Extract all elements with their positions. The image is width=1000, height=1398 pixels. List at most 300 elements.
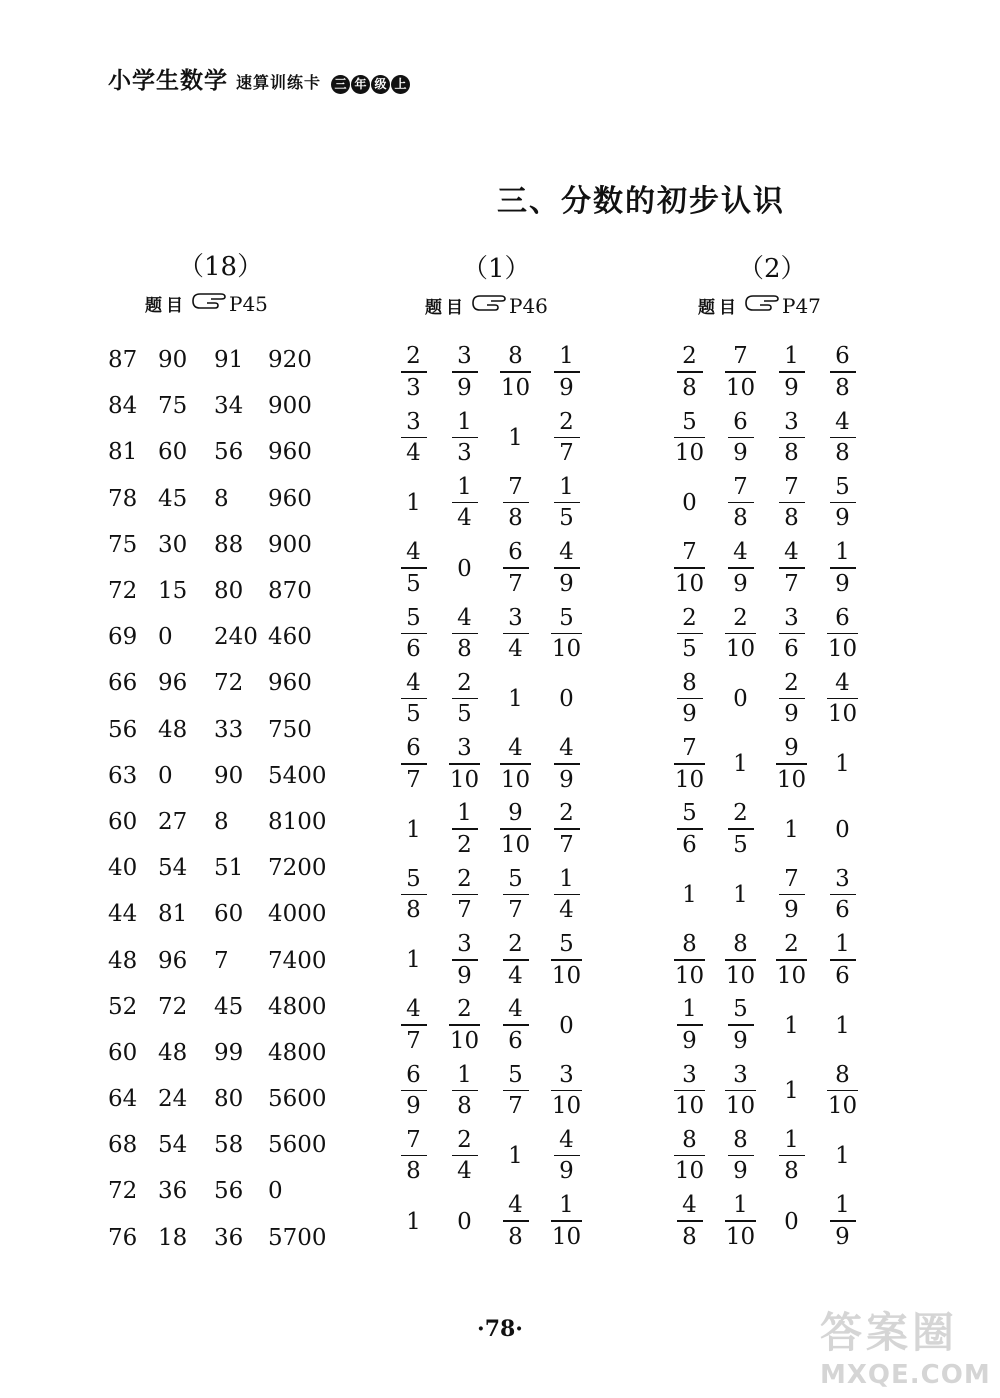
- denominator: 9: [559, 766, 574, 793]
- answer-value: 7200: [268, 855, 327, 882]
- answer-row: [388, 1058, 592, 1123]
- numerator: 8: [835, 1061, 850, 1088]
- denominator: 9: [559, 374, 574, 401]
- answer-row: [664, 405, 868, 470]
- fraction: [830, 865, 856, 924]
- denominator: 6: [835, 962, 850, 989]
- answer-cell: [817, 1013, 868, 1039]
- numerator: 3: [835, 865, 850, 892]
- numerator: 4: [559, 735, 574, 762]
- answer-row: [664, 601, 868, 666]
- answer-row: [108, 937, 338, 983]
- fraction: [779, 345, 805, 400]
- answer-cell: [541, 1013, 592, 1039]
- numerator: 2: [457, 1126, 472, 1153]
- answer-value: 8100: [268, 808, 327, 835]
- fraction: [503, 933, 529, 988]
- numerator: 6: [406, 735, 421, 762]
- answer-cell: [541, 1126, 592, 1185]
- numerator: 4: [508, 735, 523, 762]
- answer-row: [108, 1122, 338, 1168]
- answer-value: 4000: [268, 901, 327, 928]
- answer-cell: [541, 408, 592, 467]
- fraction: [401, 1061, 427, 1120]
- numerator: 4: [784, 539, 799, 566]
- answer-value: 8: [214, 808, 229, 835]
- answer-cell: [715, 998, 766, 1053]
- answer-cell: [439, 669, 490, 728]
- fraction: [779, 669, 805, 728]
- denominator: 10: [551, 962, 582, 989]
- denominator: 10: [776, 766, 807, 793]
- answer-value: 36: [214, 1224, 244, 1251]
- denominator: 10: [674, 570, 705, 597]
- answer-cell: [388, 541, 439, 596]
- denominator: 10: [725, 962, 756, 989]
- pointing-hand-icon: [471, 293, 507, 318]
- whole-number: 0: [559, 686, 574, 713]
- answer-cell: [817, 541, 868, 596]
- answer-cell: [388, 737, 439, 792]
- section-number-1: （1）: [462, 254, 531, 284]
- denominator: 9: [682, 1027, 697, 1054]
- answer-row: [108, 753, 338, 799]
- answer-cell: [388, 604, 439, 663]
- answer-cell: [439, 737, 490, 792]
- answer-value: 0: [268, 1178, 283, 1205]
- answer-value: 960: [268, 485, 312, 512]
- answer-cell: [766, 1126, 817, 1185]
- fraction: [827, 1061, 858, 1120]
- answers-section-1: [388, 340, 592, 1254]
- numerator: 1: [784, 1126, 799, 1153]
- fraction: [554, 865, 580, 924]
- answer-cell: [664, 490, 715, 516]
- answer-row: [664, 993, 868, 1058]
- numerator: 5: [406, 865, 421, 892]
- answer-cell: [817, 933, 868, 988]
- fraction: [779, 604, 805, 663]
- answer-cell: [490, 737, 541, 792]
- answer-value: 80: [214, 578, 244, 605]
- answer-value: 69: [108, 624, 138, 651]
- answer-cell: [664, 345, 715, 400]
- numerator: 1: [835, 1192, 850, 1219]
- numerator: 2: [559, 408, 574, 435]
- denominator: 10: [500, 374, 531, 401]
- answer-cell: [388, 408, 439, 467]
- answer-row: [108, 845, 338, 891]
- answer-value: 75: [158, 393, 188, 420]
- denominator: 6: [835, 897, 850, 924]
- denominator: 7: [406, 766, 421, 793]
- fraction: [401, 604, 427, 663]
- answer-row: [664, 536, 868, 601]
- answer-value: 40: [108, 855, 138, 882]
- answer-value: 60: [108, 808, 138, 835]
- answer-value: 5700: [268, 1224, 327, 1251]
- fraction: [449, 998, 480, 1053]
- denominator: 3: [406, 374, 421, 401]
- whole-number: 1: [406, 490, 421, 517]
- answer-cell: [439, 604, 490, 663]
- answer-row: [664, 1124, 868, 1189]
- answer-cell: [715, 1126, 766, 1185]
- denominator: 3: [457, 440, 472, 467]
- numerator: 3: [406, 408, 421, 435]
- whole-number: 1: [835, 1143, 850, 1170]
- numerator: 5: [682, 800, 697, 827]
- numerator: 9: [508, 800, 523, 827]
- fraction: [503, 998, 529, 1053]
- answer-value: 63: [108, 762, 138, 789]
- fraction: [554, 802, 580, 857]
- answer-value: 54: [158, 1132, 188, 1159]
- fraction: [401, 865, 427, 924]
- denominator: 9: [682, 701, 697, 728]
- answer-cell: [715, 541, 766, 596]
- fraction: [827, 604, 858, 663]
- answer-cell: [439, 998, 490, 1053]
- numerator: 1: [835, 539, 850, 566]
- answer-row: [388, 1189, 592, 1254]
- denominator: 4: [406, 440, 421, 467]
- numerator: 4: [559, 1126, 574, 1153]
- fraction: [725, 345, 756, 400]
- whole-number: 0: [733, 686, 748, 713]
- numerator: 2: [733, 800, 748, 827]
- denominator: 4: [559, 897, 574, 924]
- answer-value: 45: [214, 993, 244, 1020]
- fraction: [728, 408, 754, 467]
- answer-cell: [439, 1061, 490, 1120]
- answer-cell: [490, 473, 541, 532]
- answer-cell: [817, 473, 868, 532]
- grade-char: 年: [351, 75, 370, 94]
- numerator: 1: [835, 931, 850, 958]
- answer-row: [108, 429, 338, 475]
- fraction: [725, 933, 756, 988]
- answer-row: [108, 337, 338, 383]
- fraction: [500, 737, 531, 792]
- answer-cell: [817, 817, 868, 843]
- denominator: 8: [682, 1223, 697, 1250]
- answer-cell: [715, 345, 766, 400]
- answer-value: 7400: [268, 947, 327, 974]
- answer-cell: [490, 1143, 541, 1169]
- answer-cell: [715, 473, 766, 532]
- denominator: 9: [406, 1093, 421, 1120]
- answer-cell: [766, 669, 817, 728]
- denominator: 10: [827, 636, 858, 663]
- answer-cell: [541, 541, 592, 596]
- numerator: 4: [406, 539, 421, 566]
- answer-cell: [817, 408, 868, 467]
- denominator: 10: [449, 1027, 480, 1054]
- answer-cell: [766, 817, 817, 843]
- fraction: [728, 802, 754, 857]
- answer-value: 960: [268, 439, 312, 466]
- answer-cell: [541, 473, 592, 532]
- numerator: 1: [457, 408, 472, 435]
- reference-label: 题目: [698, 298, 740, 318]
- answer-cell: [490, 686, 541, 712]
- fraction: [674, 737, 705, 792]
- answer-row: [664, 471, 868, 536]
- numerator: 2: [682, 604, 697, 631]
- answer-value: 76: [108, 1224, 138, 1251]
- answer-row: [388, 797, 592, 862]
- denominator: 10: [725, 1093, 756, 1120]
- answer-cell: [541, 345, 592, 400]
- reference-page: P45: [229, 291, 268, 316]
- denominator: 9: [835, 570, 850, 597]
- answer-value: 5400: [268, 762, 327, 789]
- numerator: 2: [733, 604, 748, 631]
- fraction: [452, 345, 478, 400]
- fraction: [830, 1194, 856, 1249]
- answer-cell: [388, 817, 439, 843]
- fraction: [554, 1126, 580, 1185]
- answer-cell: [541, 737, 592, 792]
- reference-label: 题目: [145, 296, 187, 316]
- numerator: 3: [457, 931, 472, 958]
- numerator: 5: [406, 604, 421, 631]
- section-number-2: （2）: [738, 254, 807, 284]
- answer-cell: [766, 541, 817, 596]
- grade-char: 级: [371, 75, 390, 94]
- fraction: [503, 865, 529, 924]
- answer-cell: [388, 1209, 439, 1235]
- answer-cell: [766, 1078, 817, 1104]
- denominator: 9: [784, 897, 799, 924]
- fraction: [554, 541, 580, 596]
- answer-row: [108, 1030, 338, 1076]
- answer-row: [108, 568, 338, 614]
- fraction: [725, 1194, 756, 1249]
- numerator: 1: [457, 1061, 472, 1088]
- fraction: [503, 1061, 529, 1120]
- numerator: 2: [406, 343, 421, 370]
- answer-value: 72: [214, 670, 244, 697]
- answer-value: 54: [158, 855, 188, 882]
- pointing-hand-icon: [191, 291, 227, 316]
- answer-cell: [664, 1194, 715, 1249]
- denominator: 9: [835, 505, 850, 532]
- answer-cell: [766, 737, 817, 792]
- fraction: [401, 541, 427, 596]
- fraction: [551, 1194, 582, 1249]
- answer-row: [664, 1058, 868, 1123]
- denominator: 10: [551, 1223, 582, 1250]
- fraction: [503, 473, 529, 532]
- answer-cell: [664, 882, 715, 908]
- fraction: [500, 802, 531, 857]
- answer-value: 72: [158, 993, 188, 1020]
- answer-value: 900: [268, 393, 312, 420]
- answer-value: 45: [158, 485, 188, 512]
- whole-number: 1: [508, 1143, 523, 1170]
- fraction: [503, 1194, 529, 1249]
- whole-number: 1: [406, 816, 421, 843]
- answer-value: 8: [214, 485, 229, 512]
- numerator: 3: [457, 343, 472, 370]
- denominator: 8: [784, 440, 799, 467]
- answer-cell: [541, 933, 592, 988]
- numerator: 7: [733, 343, 748, 370]
- numerator: 4: [508, 1192, 523, 1219]
- whole-number: 1: [835, 751, 850, 778]
- fraction: [830, 933, 856, 988]
- whole-number: 1: [508, 686, 523, 713]
- numerator: 7: [784, 865, 799, 892]
- answer-row: [108, 1215, 338, 1261]
- whole-number: 1: [406, 1208, 421, 1235]
- answer-cell: [490, 541, 541, 596]
- numerator: 4: [733, 539, 748, 566]
- fraction: [779, 541, 805, 596]
- answer-value: 60: [108, 1039, 138, 1066]
- denominator: 6: [784, 636, 799, 663]
- answer-cell: [817, 865, 868, 924]
- numerator: 5: [835, 473, 850, 500]
- fraction: [503, 541, 529, 596]
- denominator: 5: [559, 505, 574, 532]
- answer-row: [108, 614, 338, 660]
- denominator: 8: [508, 1223, 523, 1250]
- answer-value: 90: [214, 762, 244, 789]
- answer-cell: [715, 408, 766, 467]
- denominator: 8: [784, 505, 799, 532]
- numerator: 4: [406, 669, 421, 696]
- answer-cell: [766, 408, 817, 467]
- numerator: 2: [457, 865, 472, 892]
- answer-cell: [388, 865, 439, 924]
- answer-row: [664, 928, 868, 993]
- answer-value: 66: [108, 670, 138, 697]
- answer-row: [108, 1076, 338, 1122]
- numerator: 1: [784, 343, 799, 370]
- fraction: [728, 998, 754, 1053]
- numerator: 1: [682, 996, 697, 1023]
- fraction: [503, 604, 529, 663]
- numerator: 6: [733, 408, 748, 435]
- chapter-title: 三、分数的初步认识: [497, 184, 785, 219]
- denominator: 8: [733, 505, 748, 532]
- answer-row: [388, 666, 592, 731]
- denominator: 8: [457, 636, 472, 663]
- answer-cell: [664, 1061, 715, 1120]
- denominator: 5: [682, 636, 697, 663]
- fraction: [830, 408, 856, 467]
- fraction: [830, 473, 856, 532]
- answer-value: 84: [108, 393, 138, 420]
- answer-cell: [766, 1013, 817, 1039]
- answer-row: [388, 732, 592, 797]
- page-number: ·78·: [477, 1316, 523, 1342]
- answer-row: [664, 797, 868, 862]
- answer-value: 920: [268, 347, 312, 374]
- fraction: [674, 1061, 705, 1120]
- answer-cell: [664, 541, 715, 596]
- answer-cell: [766, 345, 817, 400]
- fraction: [401, 345, 427, 400]
- denominator: 10: [674, 766, 705, 793]
- answer-value: 48: [158, 1039, 188, 1066]
- answer-value: 48: [158, 716, 188, 743]
- answer-cell: [817, 1143, 868, 1169]
- denominator: 7: [508, 897, 523, 924]
- numerator: 3: [784, 408, 799, 435]
- whole-number: 1: [508, 424, 523, 451]
- answer-cell: [766, 1209, 817, 1235]
- pointing-hand-icon: [744, 293, 780, 318]
- watermark-mark: 答案圈: [820, 1308, 959, 1357]
- fraction: [551, 933, 582, 988]
- fraction: [728, 1126, 754, 1185]
- answer-row: [108, 476, 338, 522]
- answer-cell: [490, 1194, 541, 1249]
- denominator: 2: [457, 831, 472, 858]
- answer-cell: [490, 425, 541, 451]
- fraction: [830, 541, 856, 596]
- answer-row: [388, 862, 592, 927]
- answer-cell: [715, 882, 766, 908]
- answer-value: 90: [158, 347, 188, 374]
- denominator: 7: [559, 831, 574, 858]
- answer-cell: [490, 1061, 541, 1120]
- fraction: [776, 737, 807, 792]
- answer-cell: [439, 1126, 490, 1185]
- denominator: 7: [559, 440, 574, 467]
- denominator: 9: [559, 570, 574, 597]
- fraction: [725, 1061, 756, 1120]
- numerator: 7: [784, 473, 799, 500]
- answers-section-18: [108, 337, 338, 1261]
- answer-cell: [664, 669, 715, 728]
- answer-cell: [715, 802, 766, 857]
- answer-row: [664, 732, 868, 797]
- answer-cell: [388, 669, 439, 728]
- answer-row: [108, 522, 338, 568]
- fraction: [827, 669, 858, 728]
- denominator: 4: [508, 962, 523, 989]
- denominator: 7: [457, 897, 472, 924]
- answer-value: 64: [108, 1086, 138, 1113]
- answer-row: [664, 340, 868, 405]
- answer-cell: [490, 802, 541, 857]
- fraction: [830, 345, 856, 400]
- denominator: 8: [406, 1158, 421, 1185]
- numerator: 3: [784, 604, 799, 631]
- denominator: 10: [725, 374, 756, 401]
- denominator: 10: [674, 1158, 705, 1185]
- answer-value: 75: [108, 531, 138, 558]
- numerator: 2: [457, 669, 472, 696]
- answer-cell: [541, 802, 592, 857]
- answer-cell: [439, 556, 490, 582]
- watermark-url: MXQE.COM: [820, 1360, 991, 1390]
- answer-row: [108, 707, 338, 753]
- answer-cell: [766, 933, 817, 988]
- denominator: 10: [674, 1093, 705, 1120]
- answer-cell: [388, 1126, 439, 1185]
- answer-cell: [664, 604, 715, 663]
- fraction: [674, 1126, 705, 1185]
- whole-number: 1: [406, 947, 421, 974]
- numerator: 3: [508, 604, 523, 631]
- numerator: 5: [733, 996, 748, 1023]
